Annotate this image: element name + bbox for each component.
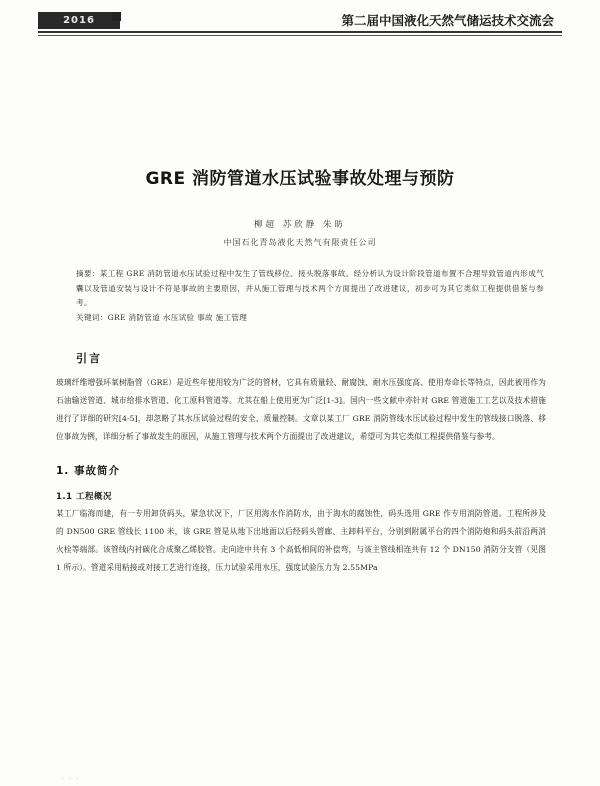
intro-heading: 引言 <box>76 352 102 365</box>
article-abstract: 摘要：某工程 GRE 消防管道水压试验过程中发生了管线移位、接头脱落事故。经分析认为设计阶段管道布置不合理导致管道内形成气囊以及管道安装与设计不符是事故的主要原因，并从施工管理与技术两个方面提出了改进建议，初步可为其它类似工程提供借鉴与参考。 <box>76 269 544 308</box>
journal-title: 第二届中国液化天然气储运技术交流会 <box>341 13 554 28</box>
header-rule-thin <box>38 35 562 36</box>
article-keywords: 关键词：GRE 消防管道 水压试验 事故 施工管理 <box>76 313 248 322</box>
footer-mark: · · · <box>62 776 80 782</box>
header-year-block <box>38 12 120 29</box>
header-rule <box>38 31 562 33</box>
article-affiliation: 中国石化青岛液化天然气有限责任公司 <box>223 238 377 247</box>
intro-paragraph: 玻璃纤维增强环氧树脂管（GRE）是近些年使用较为广泛的管材，它具有质量轻、耐腐蚀、耐水压强度高、使用寿命长等特点，因此被用作为石油输送管道、城市给排水管道、化工原料管道等。尤其在船上使用更为广泛[1-3]。国内一些文献中亦针对 GRE 管道施工工艺以及技术措施进行了详细的研究[4-5]，却忽略了其水压试验过程的安全、质量控制。文章以某工厂 GRE 消防管线水压试验过程中发生的管线接口脱落、移位事故为例，详细分析了事故发生的原因，从施工管理与技术两个方面提出了改进建议，希望可为其它类似工程提供借鉴与参考。 <box>56 378 546 441</box>
header-square-ornament <box>112 12 121 21</box>
article-authors: 柳超 苏欣静 朱昉 <box>254 220 346 230</box>
header-year: 2016 <box>63 15 95 26</box>
section1-subheading: 1.1 工程概况 <box>56 492 113 502</box>
section1-heading: 1. 事故简介 <box>56 465 120 477</box>
section1-paragraph: 某工厂临海而建，有一专用卸货码头，紧急状况下，厂区用海水作消防水，由于海水的腐蚀性，码头选用 GRE 作专用消防管道。工程所涉及的 DN500 GRE 管线长 1100 米，该 GRE 管是从地下出地面以后经码头管廊、主卸料平台，分别到附属平台的四个消防炮和码头前沿两消火栓等端部。该管线内衬碳化合成聚乙烯胶管。走向途中共有 3 个高低相间的补偿弯，与该主管线相连共有 12 个 DN150 消防分支管（见图 1 所示）。管道采用粘接或对接工艺进行连接，压力试验采用水压，强度试验压力为 2.55MPa <box>56 509 546 572</box>
article-title: GRE 消防管道水压试验事故处理与预防 <box>145 169 455 189</box>
